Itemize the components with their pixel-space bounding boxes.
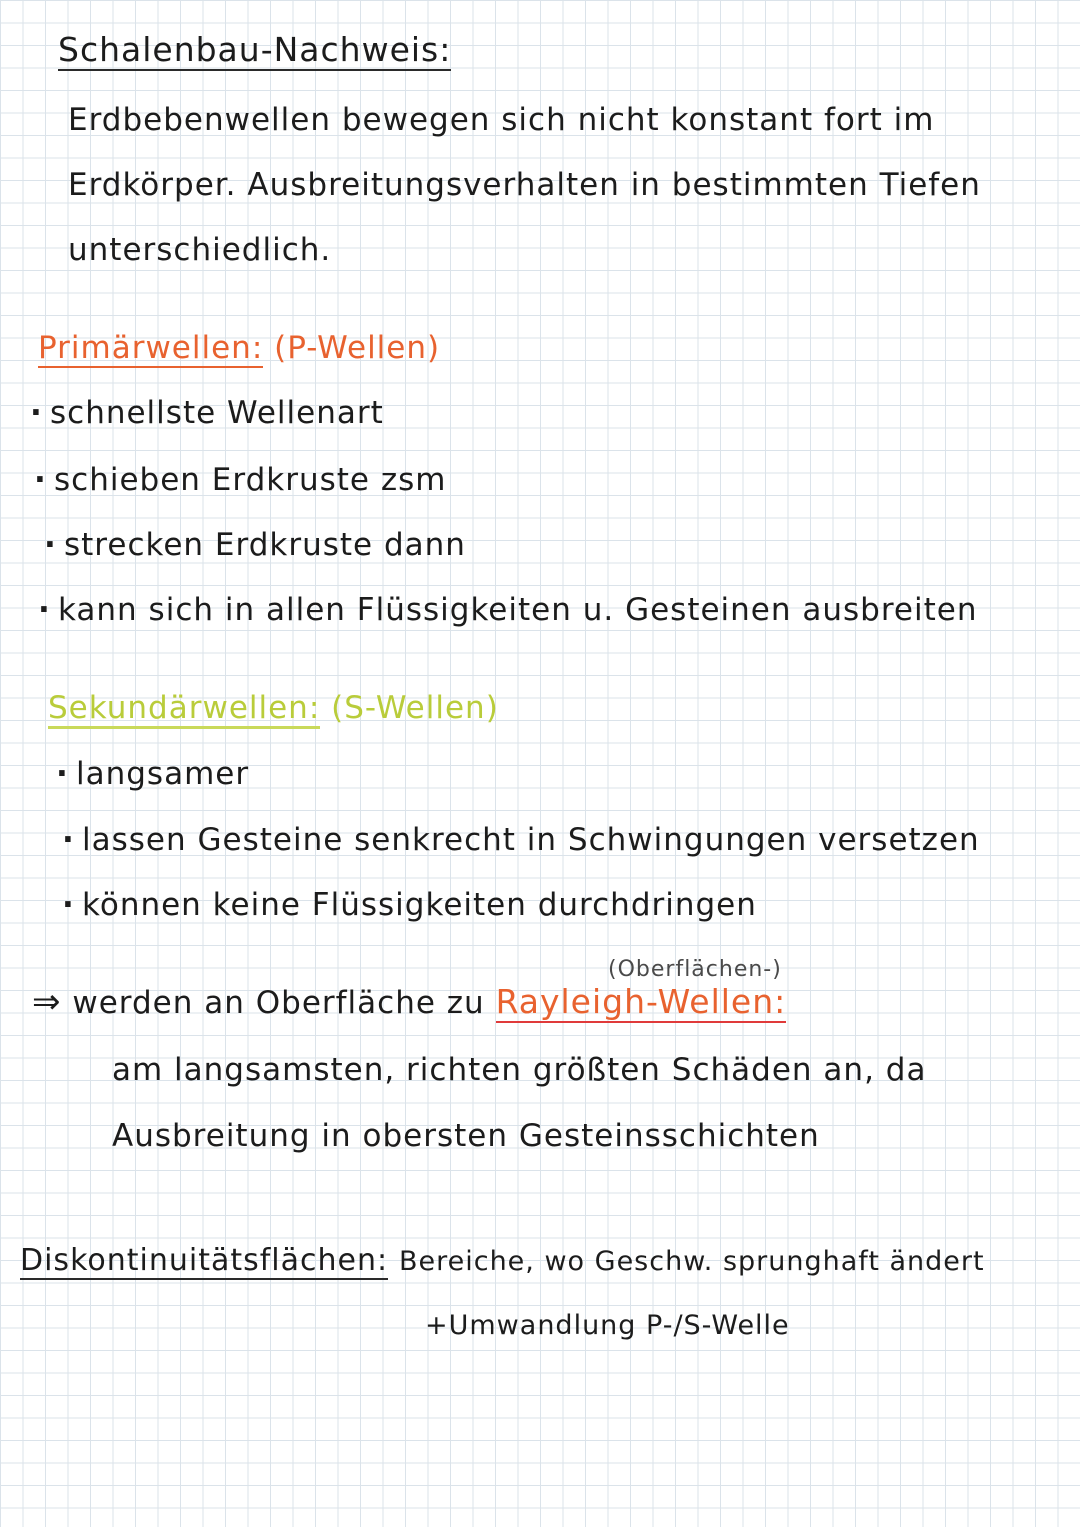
secondary-bullet	[62, 885, 757, 925]
intro-line-1: Erdbebenwellen bewegen sich nicht konstant fort im	[68, 102, 935, 138]
primary-bullet-text: schnellste Wellenart	[50, 395, 384, 431]
bullet-dot: ·	[44, 527, 57, 563]
rayleigh-prefix: werden an Oberfläche zu	[72, 985, 485, 1021]
secondary-heading	[48, 688, 499, 728]
primary-bullet	[44, 525, 466, 565]
intro-line-2: Erdkörper. Ausbreitungsverhalten in bestimmten Tiefen	[68, 167, 981, 203]
primary-bullet	[38, 590, 977, 630]
secondary-bullet	[56, 754, 249, 794]
bullet-dot: ·	[56, 756, 69, 792]
discontinuity-text: Bereiche, wo Geschw. sprunghaft ändert	[398, 1246, 985, 1277]
rayleigh-line	[32, 982, 786, 1023]
intro-line-3: unterschiedlich.	[68, 232, 332, 268]
primary-bullet	[30, 393, 384, 433]
bullet-dot: ·	[62, 822, 75, 858]
secondary-bullet-text: können keine Flüssigkeiten durchdringen	[82, 887, 757, 923]
discontinuity-line	[20, 1240, 985, 1282]
bullet-dot: ·	[34, 462, 47, 498]
primary-bullet-text: kann sich in allen Flüssigkeiten u. Gesteinen ausbreiten	[58, 592, 978, 628]
secondary-bullet-text: lassen Gesteine senkrecht in Schwingungen versetzen	[82, 822, 980, 858]
rayleigh-desc-1: am langsamsten, richten größten Schäden an, da	[112, 1052, 927, 1088]
bullet-dot: ·	[30, 395, 43, 431]
secondary-bullet	[62, 820, 980, 860]
bullet-dot: ·	[38, 592, 51, 628]
rayleigh-note: (Oberflächen-)	[608, 957, 782, 982]
secondary-paren: (S-Wellen)	[331, 690, 499, 726]
primary-paren: (P-Wellen)	[274, 330, 441, 366]
secondary-bullet-text: langsamer	[76, 756, 250, 792]
rayleigh-desc-2: Ausbreitung in obersten Gesteinsschichten	[112, 1118, 820, 1154]
primary-bullet	[34, 460, 446, 500]
primary-bullet-text: strecken Erdkruste dann	[64, 527, 466, 563]
page-title	[58, 30, 451, 70]
primary-bullet-text: schieben Erdkruste zsm	[54, 462, 447, 498]
page-title-text: Schalenbau-Nachweis:	[58, 30, 452, 69]
primary-heading	[38, 328, 440, 368]
primary-title: Primärwellen:	[38, 330, 264, 366]
discontinuity-addition: +Umwandlung P-/S-Welle	[425, 1310, 790, 1341]
secondary-title: Sekundärwellen:	[48, 690, 320, 729]
rayleigh-name: Rayleigh-Wellen:	[495, 982, 787, 1021]
arrow-icon: ⇒	[32, 982, 62, 1022]
bullet-dot: ·	[62, 887, 75, 923]
discontinuity-title: Diskontinuitätsflächen:	[20, 1243, 389, 1278]
